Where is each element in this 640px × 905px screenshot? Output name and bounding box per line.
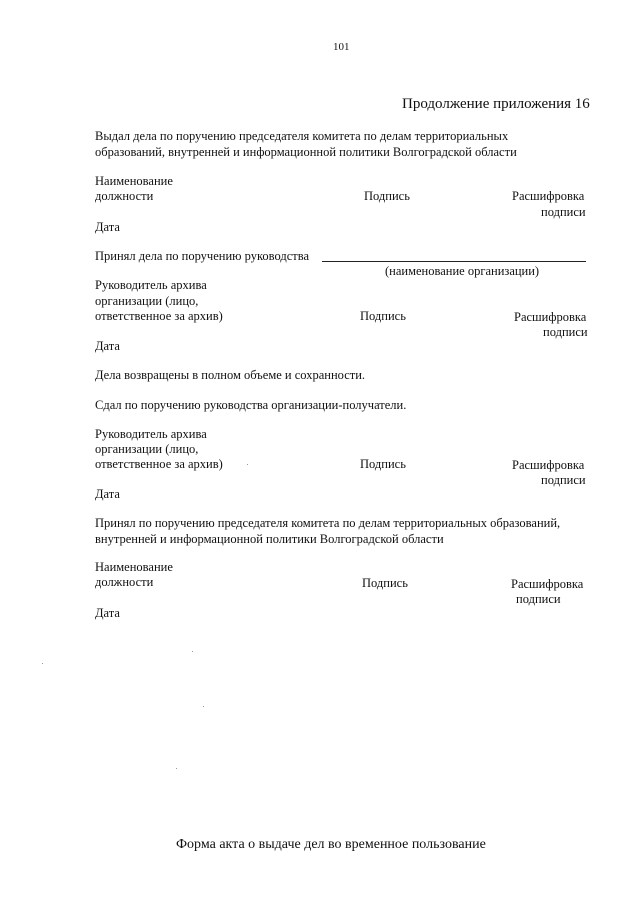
archive-head-line-3: ответственное за архив)	[95, 457, 223, 471]
scan-speck	[176, 768, 177, 769]
organization-caption: (наименование организации)	[385, 264, 540, 278]
archive-head-line-2: организации (лицо,	[95, 442, 199, 456]
accepted2-line-1: Принял по поручению председателя комитета по делам территориальных образований,	[95, 516, 561, 530]
date-label: Дата	[95, 606, 120, 620]
archive-head-line-1: Руководитель архива	[95, 427, 207, 441]
accepted-text: Принял дела по поручению руководства	[95, 249, 309, 263]
decode-label-line-1: Расшифровка	[511, 577, 584, 591]
decode-label-line-2: подписи	[516, 592, 561, 606]
position-label-line-1: Наименование	[95, 174, 173, 188]
decode-label-line-2: подписи	[541, 473, 586, 487]
scan-speck	[203, 706, 204, 707]
decode-label-line-1: Расшифровка	[512, 458, 585, 472]
decode-label-line-1: Расшифровка	[514, 310, 587, 324]
organization-underline	[322, 261, 586, 262]
decode-label-line-2: подписи	[541, 205, 586, 219]
archive-head-line-1: Руководитель архива	[95, 278, 207, 292]
position-label-line-1: Наименование	[95, 560, 173, 574]
signature-label: Подпись	[360, 457, 406, 471]
signature-label: Подпись	[362, 576, 408, 590]
position-label-line-2: должности	[95, 189, 154, 203]
decode-label-line-2: подписи	[543, 325, 588, 339]
date-label: Дата	[95, 487, 120, 501]
issued-line-1: Выдал дела по поручению председателя комитета по делам территориальных	[95, 129, 509, 143]
signature-label: Подпись	[364, 189, 410, 203]
appendix-header: Продолжение приложения 16	[402, 96, 590, 112]
accepted2-line-2: внутренней и информационной политики Волгоградской области	[95, 532, 444, 546]
date-label: Дата	[95, 220, 120, 234]
page-number: 101	[333, 41, 350, 53]
position-label-line-2: должности	[95, 575, 154, 589]
scan-speck	[247, 464, 248, 465]
footer-title: Форма акта о выдаче дел во временное пользование	[176, 837, 486, 852]
scan-speck	[192, 651, 193, 652]
date-label: Дата	[95, 339, 120, 353]
signature-label: Подпись	[360, 309, 406, 323]
decode-label-line-1: Расшифровка	[512, 189, 585, 203]
archive-head-line-2: организации (лицо,	[95, 294, 199, 308]
scan-speck	[42, 663, 43, 664]
issued-line-2: образований, внутренней и информационной политики Волгоградской области	[95, 145, 517, 159]
handed-statement: Сдал по поручению руководства организации-получатели.	[95, 398, 407, 412]
archive-head-line-3: ответственное за архив)	[95, 309, 223, 323]
returned-statement: Дела возвращены в полном объеме и сохранности.	[95, 368, 366, 382]
